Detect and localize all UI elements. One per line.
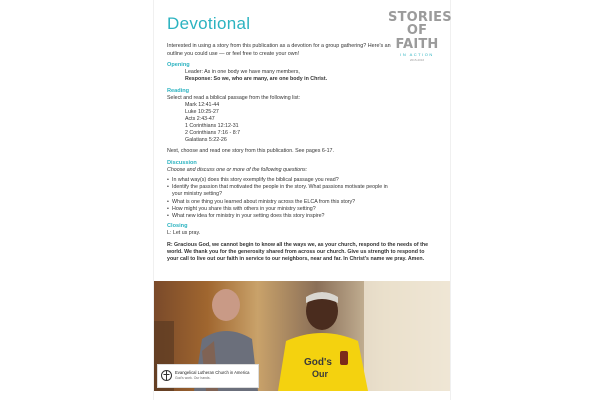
question-item: • What is one thing you learned about ministry across the ELCA from this story?	[167, 199, 397, 206]
question-item: • What new idea for ministry in your setting does this story inspire?	[167, 213, 397, 220]
reading-next: Next, choose and read one story from this publication. See pages 6-17.	[167, 148, 334, 154]
logo-line-3: IN ACTION	[400, 52, 434, 57]
closing-heading: Closing	[167, 223, 188, 229]
question-item: • Identify the passion that motivated the people in the story. What passions motivate people in your ministry setting?	[167, 184, 397, 198]
reading-heading: Reading	[167, 88, 190, 94]
discussion-instruction: Choose and discuss one or more of the following questions:	[167, 167, 308, 173]
elca-cross-icon	[161, 369, 172, 382]
passage-item: Mark 12:41-44	[185, 102, 220, 108]
closing-leader: L: Let us pray.	[167, 230, 201, 236]
svg-text:Our: Our	[312, 369, 329, 379]
logo-line-1: STORIES	[388, 10, 452, 25]
page-title: Devotional	[167, 14, 251, 33]
closing-prayer: R: Gracious God, we cannot begin to know all the ways we, as your church, respond to the needs of the world. We thank you for the generosity shared from across our church. Give us strength to respond to your call to live out our faith in service to our neighbors, near and far. In Christ's name we pray. Amen.	[167, 242, 429, 263]
passage-item: Luke 10:25-27	[185, 109, 219, 115]
elca-tagline: God's work. Our hands.	[175, 376, 211, 380]
elca-logo	[157, 364, 259, 388]
discussion-questions	[167, 177, 397, 220]
logo-line-4: 2015-2016	[409, 58, 425, 62]
svg-text:God's: God's	[304, 357, 332, 368]
opening-heading: Opening	[167, 62, 190, 68]
intro-text: Interested in using a story from this publication as a devotion for a group gathering? Here's an outline you could use — or feel free to create your own!	[167, 43, 391, 57]
question-item: • How might you share this with others in your ministry setting?	[167, 206, 397, 213]
opening-leader: Leader: As in one body we have many members,	[185, 69, 300, 75]
passage-item: 2 Corinthians 7:16 - 8:7	[185, 130, 241, 136]
elca-name: Evangelical Lutheran Church in America	[175, 370, 250, 375]
stories-of-faith-logo	[388, 10, 452, 62]
logo-line-2: OF FAITH	[395, 23, 439, 52]
passage-item: 1 Corinthians 12:12-31	[185, 123, 239, 129]
passage-item: Acts 2:43-47	[185, 116, 215, 122]
discussion-heading: Discussion	[167, 160, 197, 166]
question-item: • In what way(s) does this story exemplify the biblical passage you read?	[167, 177, 397, 184]
passage-item: Galatians 5:22-26	[185, 137, 227, 143]
reading-instruction: Select and read a biblical passage from the following list:	[167, 95, 301, 101]
opening-response: Response: So we, who are many, are one body in Christ.	[185, 76, 328, 82]
photo-two-men	[154, 281, 450, 391]
devotional-page	[154, 0, 450, 400]
